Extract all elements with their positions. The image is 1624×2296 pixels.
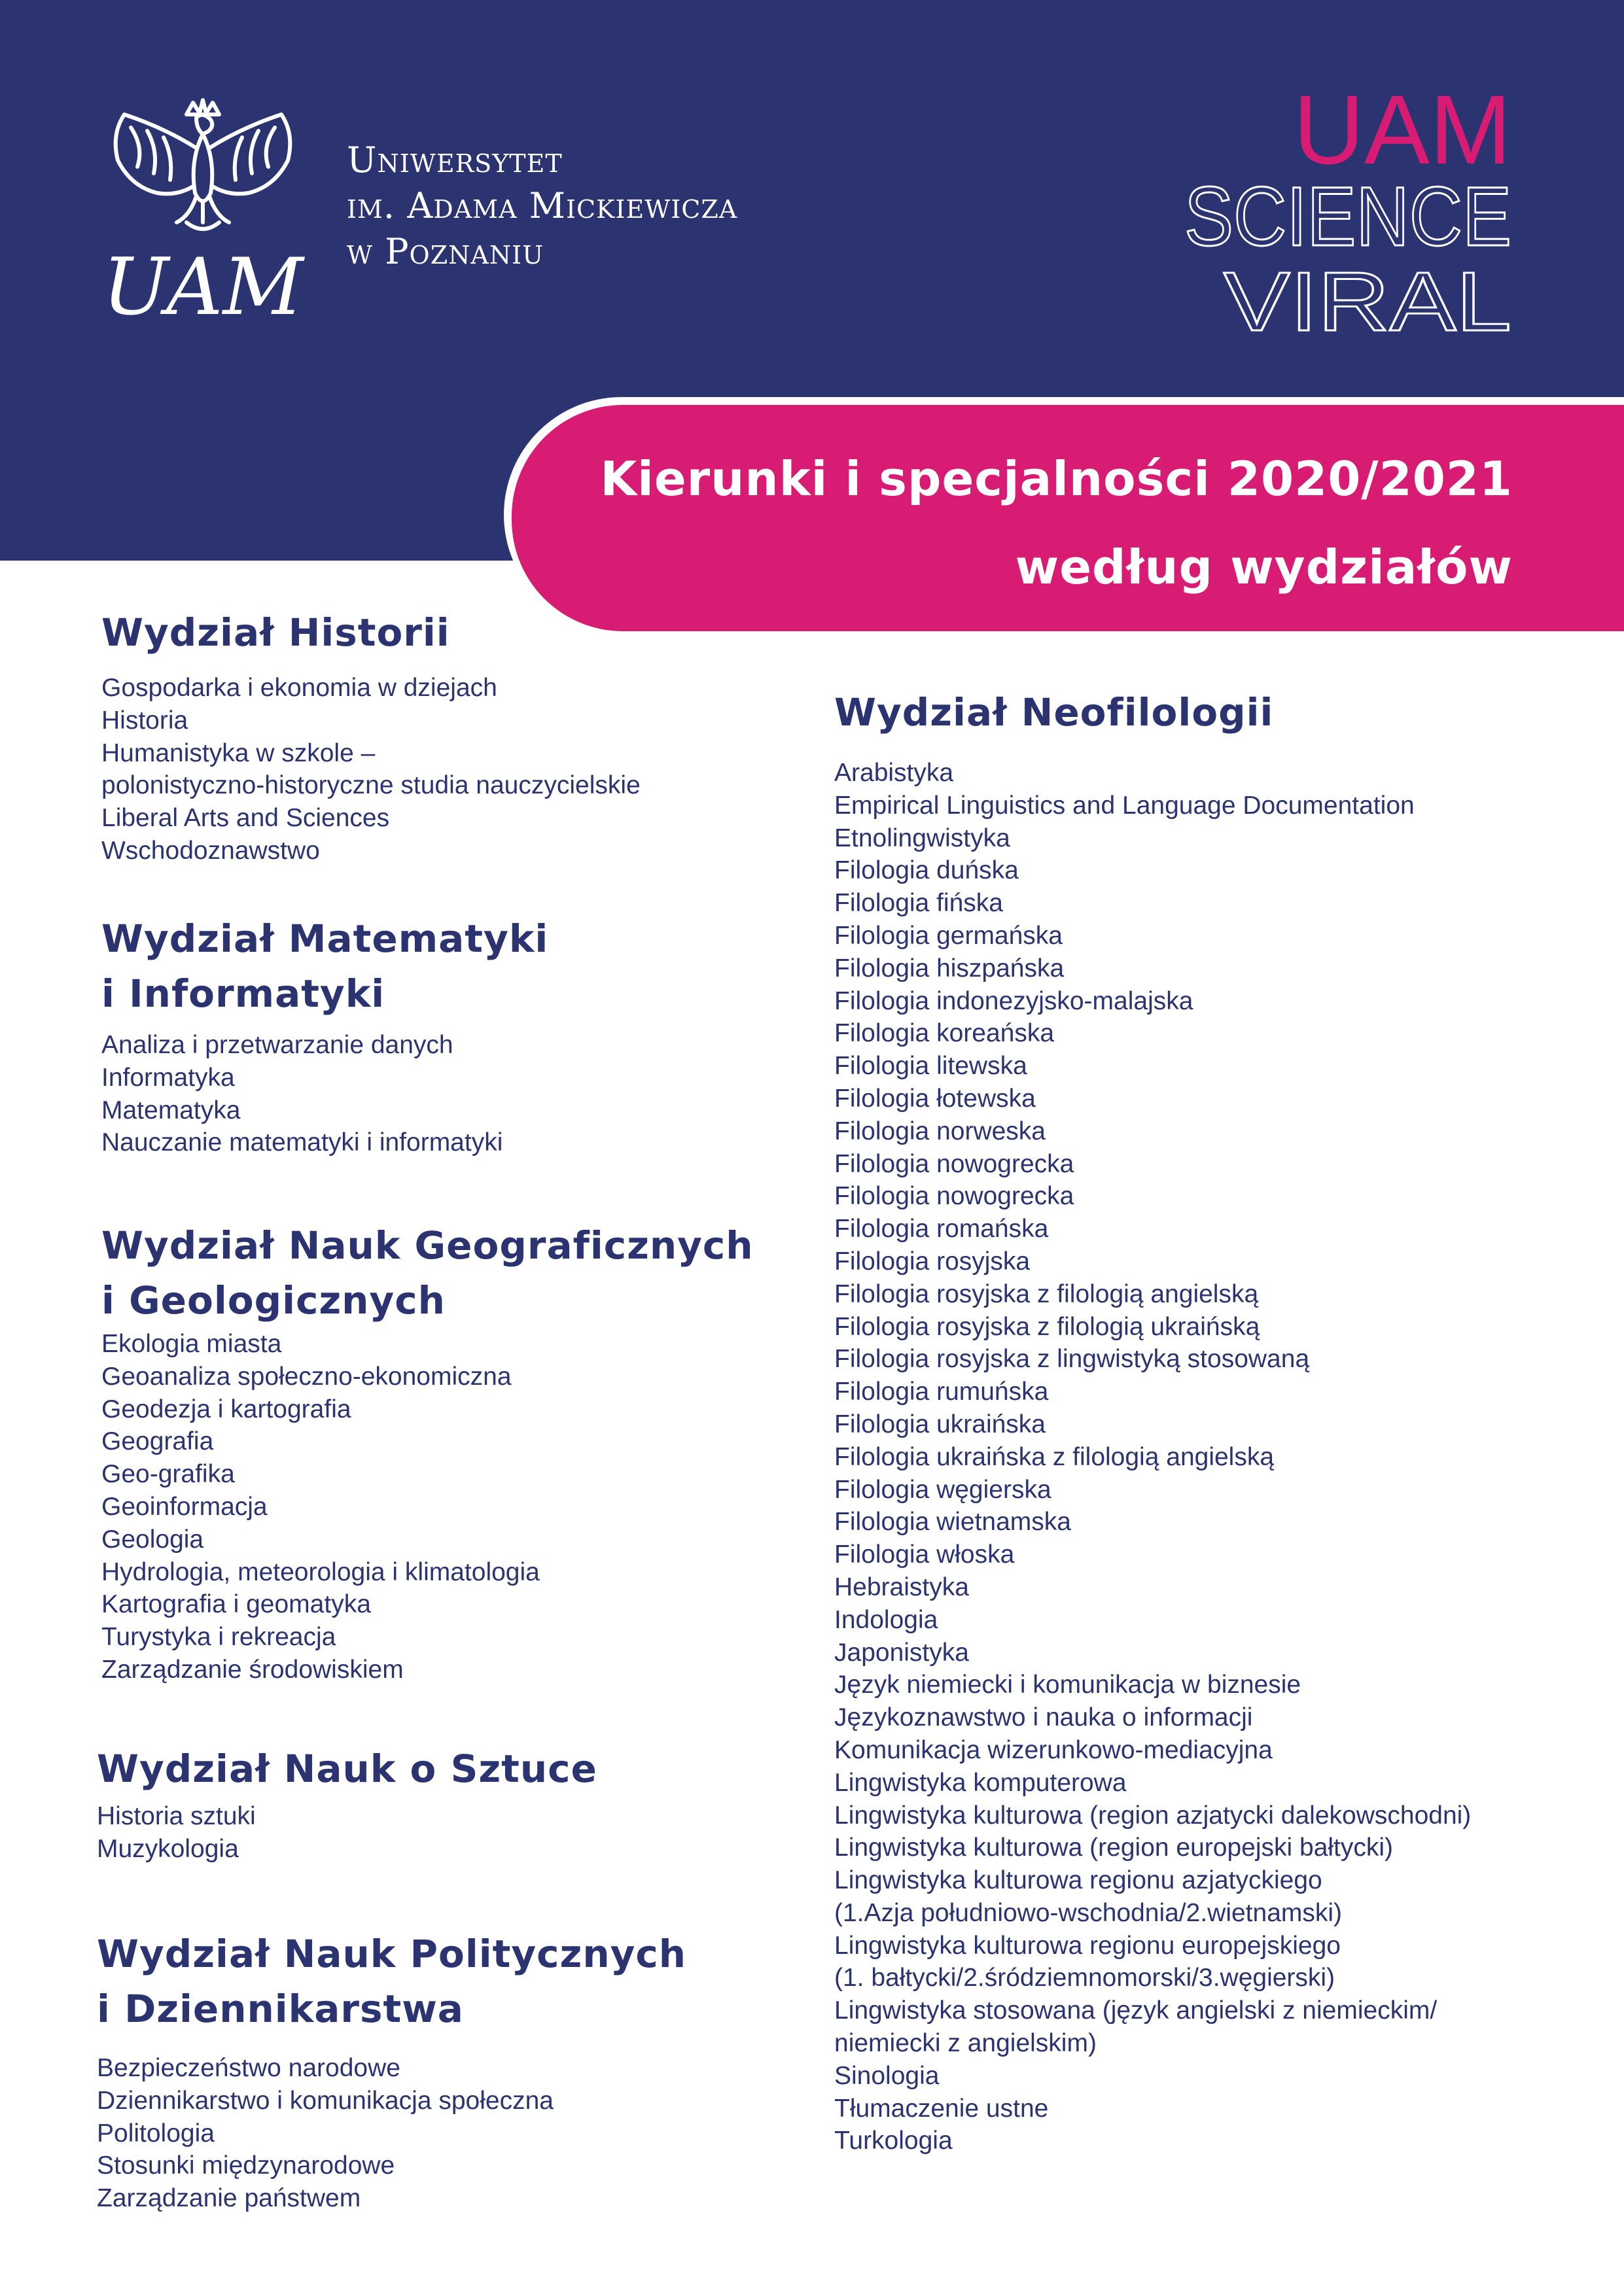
program-item: Informatyka: [101, 1063, 235, 1092]
program-item: Filologia norweska: [834, 1117, 1046, 1145]
program-item: Politologia: [97, 2119, 215, 2148]
program-item: Filologia ukraińska: [834, 1410, 1046, 1438]
emblem-uam-text: UAM: [102, 242, 304, 333]
program-item: Sinologia: [834, 2061, 940, 2090]
program-item: Lingwistyka kulturowa (region europejski bałtycki): [834, 1834, 1394, 1862]
faculty-title: Wydział Neofilologii: [834, 690, 1274, 735]
program-item: Etnolingwistyka: [834, 824, 1010, 852]
program-item: Filologia rosyjska z filologią ukraińską: [834, 1312, 1260, 1341]
uam-eagle-emblem-icon: [98, 88, 308, 337]
program-item: Liberal Arts and Sciences: [101, 804, 390, 833]
program-item: Geografia: [101, 1427, 214, 1456]
program-item: Filologia germańska: [834, 921, 1063, 950]
program-item: Indologia: [834, 1605, 938, 1634]
program-item: Filologia romańska: [834, 1215, 1049, 1244]
faculty-title-line-2: i Informatyki: [101, 971, 385, 1016]
title-line-1: Kierunki i specjalności 2020/2021: [600, 451, 1513, 506]
program-item: Turkologia: [834, 2127, 953, 2155]
program-item: Empirical Linguistics and Language Documentation: [834, 791, 1415, 820]
faculty-historii: [101, 605, 641, 867]
uam-science-viral-logo: [1178, 75, 1518, 349]
program-item: Lingwistyka stosowana (język angielski z niemieckim/: [834, 1996, 1438, 2025]
title-banner: [512, 405, 1624, 631]
logo-uam-text: UAM: [1293, 75, 1511, 184]
program-item: Geoanaliza społeczno-ekonomiczna: [101, 1362, 512, 1391]
program-item: Tłumaczenie ustne: [834, 2094, 1049, 2123]
faculty-neofilologii: [834, 685, 1471, 2157]
program-item: Geodezja i kartografia: [101, 1395, 351, 1423]
university-name-line-1: Uniwersytet: [347, 139, 563, 181]
program-item: Filologia włoska: [834, 1540, 1015, 1569]
program-item: Ekologia miasta: [101, 1330, 282, 1358]
program-item: Filologia węgierska: [834, 1475, 1051, 1504]
program-item: Zarządzanie państwem: [97, 2184, 361, 2213]
faculty-nauk-geograficznych-geologicznych: [101, 1218, 754, 1686]
program-item: Hydrologia, meteorologia i klimatologia: [101, 1557, 540, 1586]
faculty-title-line-1: Wydział Nauk Politycznych: [97, 1932, 687, 1976]
program-item: Filologia nowogrecka: [834, 1149, 1074, 1178]
program-item: Historia sztuki: [97, 1802, 256, 1830]
program-item: Lingwistyka komputerowa: [834, 1768, 1127, 1797]
program-item: Lingwistyka kulturowa regionu europejskiego: [834, 1931, 1341, 1960]
program-item: niemiecki z angielskim): [834, 2029, 1097, 2058]
faculty-title: Wydział Historii: [101, 610, 450, 655]
program-item: Filologia rosyjska z lingwistyką stosowaną: [834, 1345, 1310, 1374]
program-item: Analiza i przetwarzanie danych: [101, 1031, 453, 1059]
program-item: Gospodarka i ekonomia w dziejach: [101, 674, 497, 702]
program-item: Filologia rosyjska: [834, 1247, 1031, 1276]
program-item: polonistyczno-historyczne studia nauczycielskie: [101, 771, 641, 800]
faculty-title-line-2: i Geologicznych: [101, 1278, 446, 1323]
faculty-title-line-1: Wydział Matematyki: [101, 916, 549, 961]
faculty-nauk-politycznych-dziennikarstwa: [97, 1926, 686, 2215]
program-item: Zarządzanie środowiskiem: [101, 1655, 404, 1684]
program-item: Komunikacja wizerunkowo-mediacyjna: [834, 1735, 1273, 1764]
program-item: (1.Azja południowo-wschodnia/2.wietnamski): [834, 1898, 1343, 1927]
program-item: Stosunki międzynarodowe: [97, 2151, 395, 2180]
program-list: [101, 672, 641, 867]
program-item: Matematyka: [101, 1096, 241, 1124]
program-item: Filologia ukraińska z filologią angielską: [834, 1442, 1275, 1471]
program-item: Turystyka i rekreacja: [101, 1623, 336, 1652]
program-item: Językoznawstwo i nauka o informacji: [834, 1703, 1253, 1732]
faculty-title-line-1: Wydział Nauk Geograficznych: [101, 1223, 754, 1268]
program-list: [97, 1800, 597, 1866]
program-item: Hebraistyka: [834, 1573, 969, 1601]
program-item: Nauczanie matematyki i informatyki: [101, 1128, 503, 1157]
program-list: [97, 2052, 686, 2215]
university-name: [347, 137, 737, 275]
program-item: Wschodoznawstwo: [101, 836, 320, 865]
program-list: [101, 1328, 754, 1686]
program-item: Dziennikarstwo i komunikacja społeczna: [97, 2086, 554, 2115]
program-item: Geologia: [101, 1525, 204, 1554]
program-item: Filologia rumuńska: [834, 1378, 1049, 1406]
program-list: [834, 757, 1471, 2157]
program-item: Lingwistyka kulturowa (region azjatycki dalekowschodni): [834, 1801, 1472, 1830]
program-item: Geoinformacja: [101, 1492, 268, 1521]
program-item: Historia: [101, 706, 188, 735]
program-item: Arabistyka: [834, 759, 954, 787]
program-item: Japonistyka: [834, 1638, 969, 1667]
title-line-2: według wydziałów: [1015, 540, 1513, 595]
program-item: Filologia duńska: [834, 856, 1019, 885]
logo-science-text: SCIENCE: [1184, 170, 1511, 264]
program-item: Filologia łotewska: [834, 1084, 1036, 1113]
faculty-title: Wydział Nauk o Sztuce: [97, 1747, 597, 1791]
faculty-matematyki-informatyki: [101, 911, 548, 1159]
program-item: Filologia indonezyjsko-malajska: [834, 986, 1193, 1015]
program-list: [101, 1029, 548, 1159]
program-item: Filologia rosyjska z filologią angielską: [834, 1279, 1259, 1308]
program-item: Filologia wietnamska: [834, 1508, 1071, 1537]
program-item: Język niemiecki i komunikacja w biznesie: [834, 1671, 1301, 1699]
program-item: Lingwistyka kulturowa regionu azjatyckiego: [834, 1866, 1322, 1895]
program-item: Filologia hiszpańska: [834, 954, 1065, 983]
program-item: Filologia koreańska: [834, 1019, 1055, 1048]
program-item: Filologia nowogrecka: [834, 1182, 1074, 1211]
program-item: Bezpieczeństwo narodowe: [97, 2054, 400, 2082]
faculty-nauk-o-sztuce: [97, 1741, 597, 1866]
program-item: Kartografia i geomatyka: [101, 1590, 371, 1619]
program-item: Geo-grafika: [101, 1460, 235, 1489]
program-item: Filologia litewska: [834, 1052, 1027, 1081]
program-item: Muzykologia: [97, 1834, 239, 1863]
university-name-line-2: im. Adama Mickiewicza: [347, 185, 738, 226]
logo-viral-text: VIRAL: [1224, 255, 1511, 349]
program-item: Humanistyka w szkole –: [101, 739, 376, 767]
program-item: (1. bałtycki/2.śródziemnomorski/3.węgierski): [834, 1964, 1335, 1992]
faculty-title-line-2: i Dziennikarstwa: [97, 1987, 464, 2031]
university-name-line-3: w Poznaniu: [347, 231, 544, 272]
program-item: Filologia fińska: [834, 889, 1003, 918]
